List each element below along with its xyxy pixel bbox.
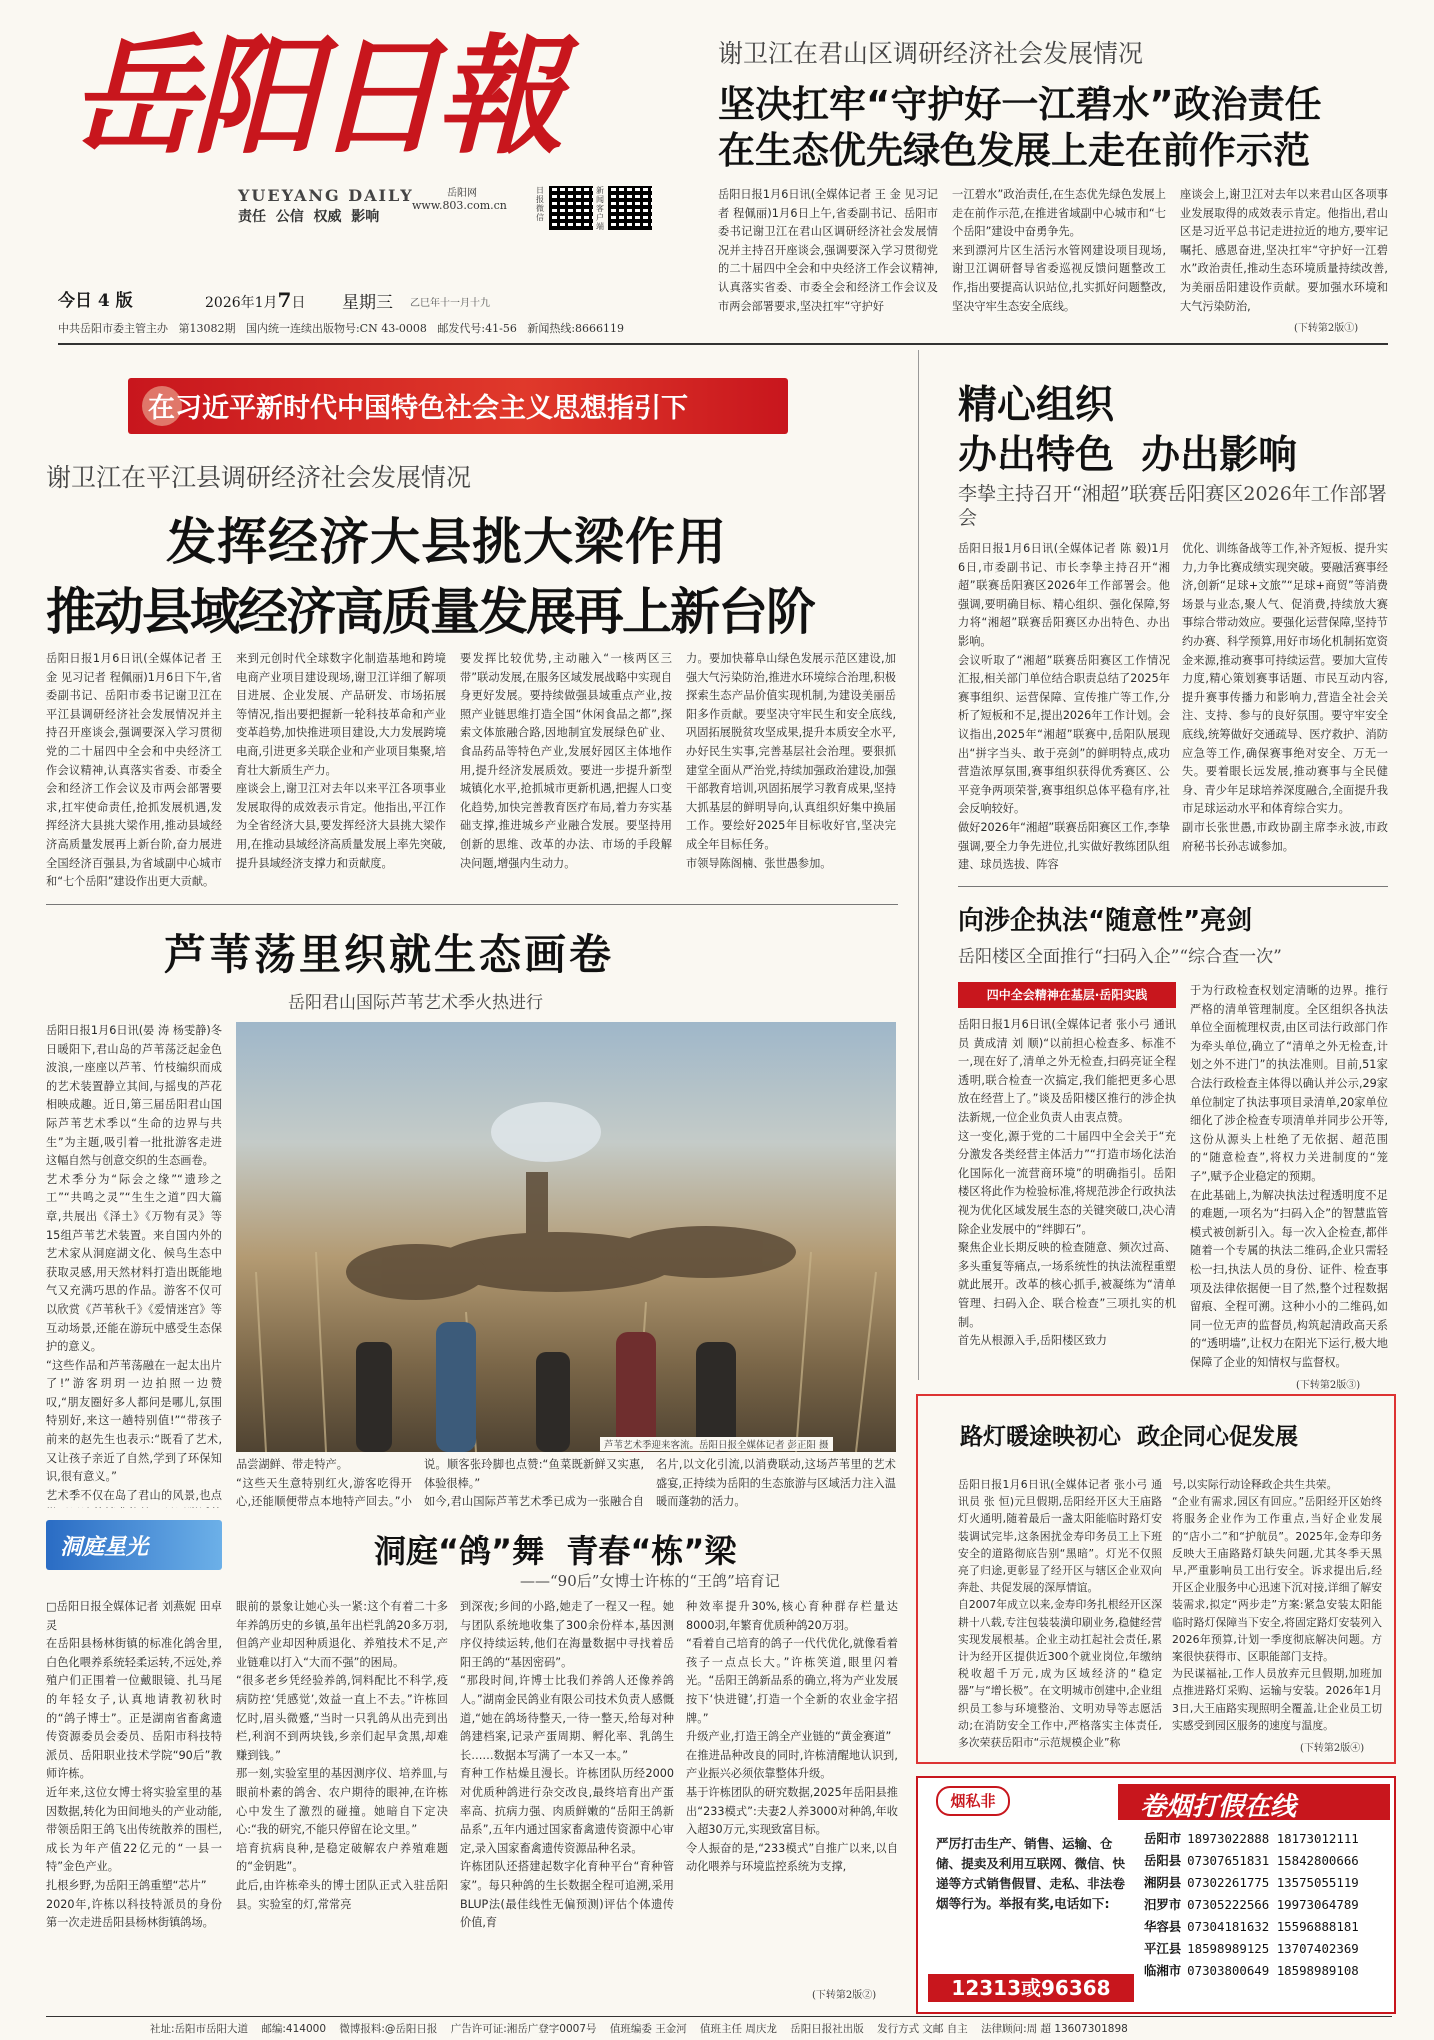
ad-contact-city: 华容县 [1144, 1919, 1182, 1934]
top-story-col-2: 一江碧水”政治责任,在生态优先绿色发展上走在前作示范,在推进省域副中心城市和“七个岳阳”建设中奋勇争先。 来到漂河片区生活污水管网建设项目现场,谢卫江调研督导省委巡视反馈问题整改工作,指出要提高认识站位,扎实抓好问题整改,坚决守牢生态安全底线。 [952, 188, 1166, 313]
luwei-sub: 岳阳君山国际芦苇艺术季火热进行 [288, 993, 543, 1013]
ad-contact-phone[interactable]: 07302261775 13575055119 [1187, 1875, 1359, 1890]
jingxin-rule [958, 886, 1388, 887]
pingjiang-col-2: 来到元创时代全球数字化制造基地和跨境电商产业项目建设现场,谢卫江详细了解项目进展、企业发展、产品研发、市场拓展等情况,指出要把握新一轮科技革命和产业变革趋势,加快推进项目建设,大力发展跨境电商,引进更多关联企业和产业项目集聚,培育壮大新质生产力。 座谈会上,谢卫江对去年以来平江各项事业发展取得的成效表示肯定。他指出,平江作为全省经济大县,要发挥经济大县挑大梁作用,在推动县域经济高质量发展上率先突破,提升县域经济支撑力和贡献度。 [236, 652, 446, 870]
ad-contact-row [1144, 1850, 1390, 1872]
dongting-col-3: 到深夜;乡间的小路,她走了一程又一程。她与团队系统地收集了300余份样本,基因测序仪持续运转,他们在海量数据中寻找着岳阳王鸽的“基因密码”。 “那段时间,许博士比我们养鸽人还像养鸽人。”湖南金民鸽业有限公司技术负责人感慨道,“她在鸽场待整天,一待一整天,给每对种鸽建档案,记录产蛋周期、孵化率、乳鸽生长……数据本写满了一本又一本。” 育种工作枯燥且漫长。许栋团队历经2000对优质种鸽进行杂交改良,最终培育出产蛋率高、抗病力强、肉质鲜嫩的“岳阳王鸽新品系”,五年内通过国家畜禽遗传资源中心审定,录入国家畜禽遗传资源品种名录。 许栋团队还搭建起数字化育种平台“育种管家”。每只种鸽的生长数据全程可追溯,采用BLUP法(最佳线性无偏预测)评估个体遗传价值,育 [460, 1600, 674, 1930]
ad-body: 严厉打击生产、销售、运输、仓储、提卖及利用互联网、微信、快递等方式销售假冒、走私、非法卷烟等行为。举报有奖,电话如下: [936, 1836, 1125, 1911]
qr-code-app[interactable] [608, 186, 652, 230]
theme-banner [128, 378, 788, 434]
edition: 今日 4 版 [58, 291, 133, 311]
ad-contact-phone[interactable]: 18973022888 18173012111 [1187, 1831, 1359, 1846]
dongting-col-1: □岳阳日报全媒体记者 刘燕妮 田卓灵 在岳阳县杨林街镇的标准化鸽舍里,白色化喂养系统轻柔运转,不远处,养殖户们正围着一位戴眼镜、扎马尾的年轻女子,认真地请教初秋时的“鸽子博士”。正是湖南省畜禽遗传资源委员会委员、岳阳市科技特派员、岳阳职业技术学院“90后”教师许栋。 近年来,这位女博士将实验室里的基因数据,转化为田间地头的产业动能,带领岳阳王鸽飞出传统散养的围栏,成长为年产值22亿元的“一县一特”金色产业。 扎根乡野,为岳阳王鸽重塑“芯片” 2020年,许栋以科技特派员的身份第一次走进岳阳县杨林街镇鸽场。 [46, 1600, 222, 1930]
dongting-sub: ——“90后”女博士许栋的“王鸽”培育记 [520, 1572, 780, 1590]
ad-contact-row [1144, 1916, 1390, 1938]
site-label: 岳阳网 [447, 188, 477, 199]
dongting-column-tag [46, 1520, 222, 1570]
visitors [356, 1322, 736, 1452]
ad-hotline[interactable]: 12313或96368 [928, 1974, 1134, 2002]
ludeng-col-2: 号,以实际行动诠释政企共生共荣。 “企业有需求,园区有回应。”岳阳经开区始终将服务企业作为工作重点,当好企业发展的“店小二”和“护航员”。2025年,金寿印务反映大王庙路路灯缺失问题,尤其冬季天黑早,严重影响员工出行安全。诉求提出后,经开区企业服务中心迅速下沉对接,详细了解安装需求,拟定“两步走”方案:紧急安装太阳能临时路灯保障当下安全,将固定路灯安装列入2026年预算,计划一季度彻底解决问题。方案很快获得市、区职能部门支持。 为民谋福祉,工作人员放弃元旦假期,加班加点推进路灯采购、运输与安装。2026年1月3日,大王庙路实现照明全覆盖,让企业员工切实感受到园区服务的速度与温度。 [1172, 1478, 1382, 1732]
footer-rule [46, 2016, 1392, 2017]
footer-text: 社址:岳阳市岳阳大道 邮编:414000 微博报料:@岳阳日报 广告许可证:湘岳广登字0007号 值班编委 王金河 值班主任 周庆龙 岳阳日报社出版 发行方式 文邮 自主 法律顾问:周 超 13607301898 [150, 2023, 1128, 2035]
luwei-col-1: 岳阳日报1月6日讯(晏 涛 杨雯静)冬日暖阳下,君山岛的芦苇荡泛起金色波浪,一座座以芦苇、竹枝编织而成的艺术装置静立其间,与摇曳的芦花相映成趣。近日,第三届岳阳君山国际芦苇艺术季以“生命的边界与共生”为主题,吸引着一批批游客走进这幅自然与创意交织的生态画卷。 艺术季分为“际会之缘”“遗珍之工”“共鸣之灵”“生生之道”四大篇章,共展出《泽土》《万物有灵》等15组芦苇艺术装置。来自国内外的艺术家从洞庭湖文化、候鸟生态中获取灵感,用天然材料打造出既能地气又充满巧思的作品。游客不仅可以欣赏《芦苇秋千》《爱情迷宫》等互动场景,还能在游玩中感受生态保护的意义。 “这些作品和芦苇荡融在一起太出片了!”游客玥玥一边拍照一边赞叹,“朋友圈好多人都问是哪儿,氛围特别好,来这一趟特别值!”“带孩子前来的赵先生也表示:“既看了艺术,又让孩子亲近了自然,学到了环保知识,很有意义。” 艺术季不仅在岛了君山的风景,也点 [46, 1024, 222, 1502]
ad-contact-city: 岳阳县 [1144, 1853, 1182, 1868]
top-story-kicker: 谢卫江在君山区调研经济社会发展情况 [718, 39, 1144, 68]
banner-label: 在习近平新时代中国特色社会主义思想指引下 [148, 393, 688, 424]
weekday: 星期三 [342, 293, 393, 313]
motto: 责任 公信 权威 影响 [238, 209, 380, 225]
ad-contact-phone[interactable]: 07303800649 18598989108 [1187, 1963, 1359, 1978]
ad-contact-phone[interactable]: 07307651831 15842800666 [1187, 1853, 1359, 1868]
ad-contact-phone[interactable]: 07304181632 15596888181 [1187, 1919, 1359, 1934]
jingxin-col-2: 优化、训练备战等工作,补齐短板、提升实力,力争比赛成绩实现突破。要融活赛事经济,创新“足球+文旅”“足球+商贸”等消费场景与业态,聚人气、促消费,持续放大赛事综合带动效应。要强化运营保障,坚持节约办赛、科学预算,用好市场化机制拓宽资金来源,推动赛事可持续运营。要加大宣传力度,精心策划赛事话题、市民互动内容,提升赛事传播力和影响力,营造全社会关注、支持、参与的良好氛围。要守牢安全底线,统筹做好交通疏导、医疗救护、消防应急等工作,确保赛事绝对安全、万无一失。要着眼长远发展,推动赛事与全民健身、青少年足球培养深度融合,全面提升我市足球运动水平和体育综合实力。 副市长张世愚,市政协副主席李永波,市政府秘书长孙志诚参加。 [1182, 542, 1388, 853]
luwei-col-3: 说。顺客张玲脚也点赞:“鱼菜既新鲜又实惠,体验很棒。” 如今,君山国际芦苇艺术季已成为一张融合自 [424, 1458, 644, 1509]
top-story-col-3: 座谈会上,谢卫江对去年以来君山区各项事业发展取得的成效表示肯定。他指出,君山区是习近平总书记走进拉近的地方,要牢记嘱托、感恩奋进,坚决扛牢“守护好一江碧水”政治责任,推动生态环境质量持续改善,为美丽岳阳建设作贡献。要加强水环境和大气污染防治, [1180, 188, 1388, 313]
pingjiang-headline-2: 推动县域经济高质量发展再上新台阶 [46, 583, 814, 641]
ad-title-bar [1118, 1784, 1390, 1820]
date-prefix: 2026年1月 [205, 295, 278, 311]
jingxin-headline-2: 办出特色 办出影响 [958, 433, 1298, 478]
ad-contact-row [1144, 1938, 1390, 1960]
pingjiang-kicker: 谢卫江在平江县调研经济社会发展情况 [46, 463, 472, 492]
dongting-col-2: 眼前的景象让她心头一紧:这个有着二十多年养鸽历史的乡镇,虽年出栏乳鸽20多万羽,但鸽产业却因种质退化、养殖技术不足,产业链难以打入“大而不强”的困局。 “很多老乡凭经验养鸽,饲料配比不科学,疫病防控‘凭感觉’,效益一直上不去。”许栋回忆时,眉头微蹙,“当时一只乳鸽从出壳到出栏,利润不到两块钱,乡亲们起早贪黑,却难赚到钱。” 那一刻,实验室里的基因测序仪、培养皿,与眼前朴素的鸽舍、农户期待的眼神,在许栋心中发生了激烈的碰撞。她暗自下定决心:“我的研究,不能只停留在论文里。” 培育抗病良种,是稳定破解农户养殖难题的“金钥匙”。 此后,由许栋牵头的博士团队正式入驻岳阳县。实验室的灯,常常亮 [236, 1600, 448, 1911]
dongting-headline: 洞庭“鸽”舞 青春“栋”梁 [374, 1532, 737, 1570]
ad-brand-badge: 烟私非 [936, 1786, 1010, 1816]
ad-contacts [1144, 1828, 1390, 1982]
date-day: 7 [277, 288, 292, 312]
pingjiang-col-3: 要发挥比较优势,主动融入“一核两区三带”联动发展,在服务区域发展战略中实现自身更好发展。要持续做强县域重点产业,按照产业链思维打造全国“休闲食品之都”,探索文体旅融合路,因地制宜发展绿色矿业、食品药品等特色产业,发展好园区主体地作用,提升经济发展质效。要进一步提升新型城镇化水平,抢抓城市更新机遇,把握人口变化趋势,加快完善教育医疗布局,着力夯实基础支撑,推进城乡产业融合发展。要坚持用创新的思维、改革的办法、市场的手段解决问题,增强内生动力。 [460, 652, 672, 870]
ad-title: 卷烟打假在线 [1140, 1792, 1297, 1822]
top-story-headline-2: 在生态优先绿色发展上走在前作示范 [718, 129, 1310, 172]
lunar-date: 乙巳年十一月十九 [410, 298, 490, 309]
ad-contact-city: 汨罗市 [1144, 1897, 1182, 1912]
ad-contact-city: 平江县 [1144, 1941, 1182, 1956]
ludeng-jump[interactable]: (下转第2版④) [1300, 1743, 1365, 1754]
ad-contact-city: 湘阴县 [1144, 1875, 1182, 1890]
date-suffix: 日 [291, 295, 306, 311]
dongting-jump[interactable]: (下转第2版②) [812, 1990, 877, 2001]
zhifa-col-1: 岳阳日报1月6日讯(全媒体记者 张小弓 通讯员 黄成清 刘 顺)“以前担心检查多、标准不一,现在好了,清单之外无检查,扫码亮证全程透明,联合检查一次搞定,我们能把更多心思放在经营上了。”谈及岳阳楼区推行的涉企执法新规,一位企业负责人由衷点赞。 这一变化,源于党的二十届四中全会关于“充分激发各类经营主体活力”“打造市场化法治化国际化一流营商环境”的明确指引。岳阳楼区将此作为检验标准,将规范涉企行政执法视为优化区域发展生态的关键突破口,决心清除企业发展中的“绊脚石”。 聚焦企业长期反映的检查随意、频次过高、多头重复等痛点,一场系统性的执法流程重塑就此展开。改革的核心抓手,被凝练为“清单管理、扫码入企、联合检查”三项扎实的机制。 首先从根源入手,岳阳楼区致力 [958, 1018, 1176, 1348]
anti-counterfeit-ad [916, 1776, 1396, 2014]
reed-sculptures [346, 1102, 796, 1300]
jingxin-col-1: 岳阳日报1月6日讯(全媒体记者 陈 毅)1月6日,市委副书记、市长李挚主持召开“湘超”联赛岳阳赛区2026年工作部署会。他强调,要明确目标、精心组织、强化保障,努力将“湘超”联赛岳阳赛区办出特色、办出影响。 会议听取了“湘超”联赛岳阳赛区工作情况汇报,相关部门单位结合职责总结了2025年赛事组织、运营保障、宣传推广等工作,分析了短板和不足,提出2026年工作计划。会议指出,2025年“湘超”联赛中,岳阳队展现出“拼字当头、敢于亮剑”的鲜明特点,成功营造浓厚氛围,赛事组织获得优秀赛区、公平竞争两项荣誉,赛事组织总体平稳有序,社会反响较好。 做好2026年“湘超”联赛岳阳赛区工作,李挚强调,要全力争先进位,扎实做好教练团队组建、球员选拔、阵容 [958, 542, 1170, 870]
zhifa-jump[interactable]: (下转第2版③) [1296, 1380, 1361, 1391]
pingjiang-col-1: 岳阳日报1月6日讯(全媒体记者 王 金 见习记者 程佩丽)1月6日下午,省委副书记、岳阳市委书记谢卫江在平江县调研经济社会发展情况并主持召开座谈会,强调要深入学习贯彻党的二十届四中全会和中央经济工作会议精神,认真落实省委、市委全会和经济工作会议及市两会部署要求,扛牢使命责任,抢抓发展机遇,发挥经济大县挑大梁作用,推动县域经济高质量发展再上新台阶,奋力展进全国经济百强县,为省域副中心城市和“七个岳阳”建设作出更大贡献。 [46, 652, 222, 888]
dongting-column-label: 洞庭星光 [60, 1535, 149, 1560]
qr-label-app: 新闻客户端 [596, 186, 604, 231]
masthead-rule [58, 343, 1388, 345]
pingjiang-col-4: 力。要加快幕阜山绿色发展示范区建设,加强大气污染防治,推进水环境综合治理,积极探索生态产品价值实现机制,为建设美丽岳阳多作贡献。要坚决守牢民生和安全底线,巩固拓展脱贫攻坚成果,提升本质安全水平,办好民生实事,完善基层社会治理。要狠抓建堂全面从严治党,持续加强政治建设,加强干部教育培训,巩固拓展学习教育成果,坚持大抓基层的鲜明导向,认真组织好集中换届工作。要绘好2025年目标收好官,坚决完成全年目标任务。 市领导陈阁楠、张世愚参加。 [686, 652, 896, 870]
dongting-col-4: 种效率提升30%,核心育种群存栏量达8000羽,年繁育优质种鸽20万羽。 “看着自己培育的鸽子一代代优化,就像看着孩子一点点长大。”许栋笑道,眼里闪着光。“岳阳王鸽新品系的确立,将为产业发展按下‘快进键’,打造一个全新的农业金字招牌。” 升级产业,打造王鸽全产业链的“黄金赛道” 在推进品种改良的同时,许栋清醒地认识到,产业振兴必须依靠整体升级。 基于许栋团队的研究数据,2025年岳阳县推出“233模式”:夫妻2人养3000对种鸽,年收入超30万元,实现致富目标。 令人振奋的是,“233模式”自推广以来,以自动化喂养与环境监控系统为支撑, [686, 1600, 898, 1874]
ludeng-box [916, 1394, 1396, 1764]
info-line: 中共岳阳市委主管主办 第13082期 国内统一连续出版物号:CN 43-0008 邮发代号:41-56 新闻热线:8666119 [58, 322, 625, 335]
qr-label-wechat: 日报微信 [536, 186, 544, 222]
zhifa-headline: 向涉企执法“随意性”亮剑 [958, 906, 1253, 936]
pinyin: YUEYANG DAILY [238, 186, 414, 205]
ad-contact-row [1144, 1828, 1390, 1850]
luwei-photo-caption: 芦苇艺术季迎来客流。岳阳日报全媒体记者 彭正阳 摄 [600, 1437, 833, 1451]
top-story-col-1: 岳阳日报1月6日讯(全媒体记者 王 金 见习记者 程佩丽)1月6日上午,省委副书记、岳阳市委书记谢卫江在君山区调研经济社会发展情况并主持召开座谈会,强调要深入学习贯彻党的二十届四中全会和中央经济工作会议精神,认真落实省委、市委全会和经济工作会议及市两会部署要求,坚决扛牢“守护好 [718, 188, 938, 313]
zhifa-tag: 四中全会精神在基层·岳阳实践 [958, 982, 1176, 1008]
ad-contact-city: 临湘市 [1144, 1963, 1182, 1978]
ad-contact-row [1144, 1872, 1390, 1894]
zhifa-sub: 岳阳楼区全面推行“扫码入企”“综合查一次” [958, 947, 1282, 967]
reed-art-photo [236, 1022, 896, 1452]
ad-contact-row [1144, 1894, 1390, 1916]
ludeng-col-1: 岳阳日报1月6日讯(全媒体记者 张小弓 通讯员 张 恒)元旦假期,岳阳经开区大王庙路灯火通明,随着最后一盏太阳能临时路灯安装调试完毕,这条困扰金寿印务员工上下班安全的道路彻底告别“黑暗”。灯光不仅照亮了归途,更彰显了经开区与辖区企业双向奔赴、共促发展的深厚情谊。 自2007年成立以来,金寿印务扎根经开区深耕十八载,专注包装装潢印刷业务,稳健经营实现发展根基。企业主动扛起社会责任,累计为经开区提供近300个就业岗位,年缴纳税收超千万元,成为区域经济的“稳定器”与“增长极”。在文明城市创建中,企业组织员工参与环境整治、文明劝导等志愿活动;在消防安全工作中,严格落实主体责任,多次荣获岳阳市“示范规模企业”称 [958, 1478, 1162, 1750]
ad-contact-row [1144, 1960, 1390, 1982]
luwei-col-4: 名片,以文化引流,以消费联动,这场芦苇里的艺术盛宴,正持续为岳阳的生态旅游与区域活力注入温暖而蓬勃的活力。 [656, 1458, 896, 1509]
logo: 岳阳日報 [70, 22, 559, 172]
date [205, 288, 305, 312]
pingjiang-headline-1: 发挥经济大县挑大梁作用 [166, 513, 727, 571]
ad-contact-phone[interactable]: 18598989125 13707402369 [1187, 1941, 1359, 1956]
ad-contact-phone[interactable]: 07305222566 19973064789 [1187, 1897, 1359, 1912]
pingjiang-rule [46, 904, 898, 905]
luwei-headline: 芦苇荡里织就生态画卷 [164, 930, 615, 979]
reed-art-illustration [236, 1022, 896, 1452]
site-url[interactable]: www.803.com.cn [412, 199, 507, 212]
jingxin-sub: 李挚主持召开“湘超”联赛岳阳赛区2026年工作部署会 [958, 483, 1387, 529]
jingxin-headline-1: 精心组织 [958, 383, 1115, 428]
ad-contact-city: 岳阳市 [1144, 1831, 1182, 1846]
top-story-jump[interactable]: (下转第2版①) [1294, 323, 1359, 334]
zhifa-col-2: 于为行政检查权划定清晰的边界。推行严格的清单管理制度。全区组织各执法单位全面梳理权责,由区司法行政部门作为牵头单位,确立了“清单之外无检查,计划之外不进门”的执法准则。目前,51家合法行政检查主体得以确认并公示,29家单位制定了执法事项目录清单,20家单位细化了涉企检查专项清单并同步公开等,这份从源头上杜绝了无依据、超范围的“随意检查”,将权力关进制度的“笼子”,赋予企业稳定的预期。 在此基础上,为解决执法过程透明度不足的难题,一项名为“扫码入企”的智慧监管模式被创新引入。每一次入企检查,都伴随着一个专属的执法二维码,企业只需轻松一扫,执法人员的身份、证件、检查事项及法律依据便一目了然,整个过程数据留痕、全程可溯。这种小小的二维码,如同一位无声的监督员,构筑起清政高天系的“透明墙”,让权力在阳光下运行,极大地保障了企业的知情权与监督权。 [1190, 984, 1388, 1369]
ludeng-headline: 路灯暖途映初心 政企同心促发展 [960, 1424, 1299, 1450]
column-divider [918, 350, 919, 1380]
top-story-headline-1: 坚决扛牢“守护好一江碧水”政治责任 [718, 83, 1322, 126]
luwei-col-2: 品尝湖鲜、带走特产。 “这些天生意特别红火,游客吃得开心,还能顺便带点本地特产回去。”小 [236, 1458, 412, 1509]
qr-code-wechat[interactable] [549, 186, 593, 230]
